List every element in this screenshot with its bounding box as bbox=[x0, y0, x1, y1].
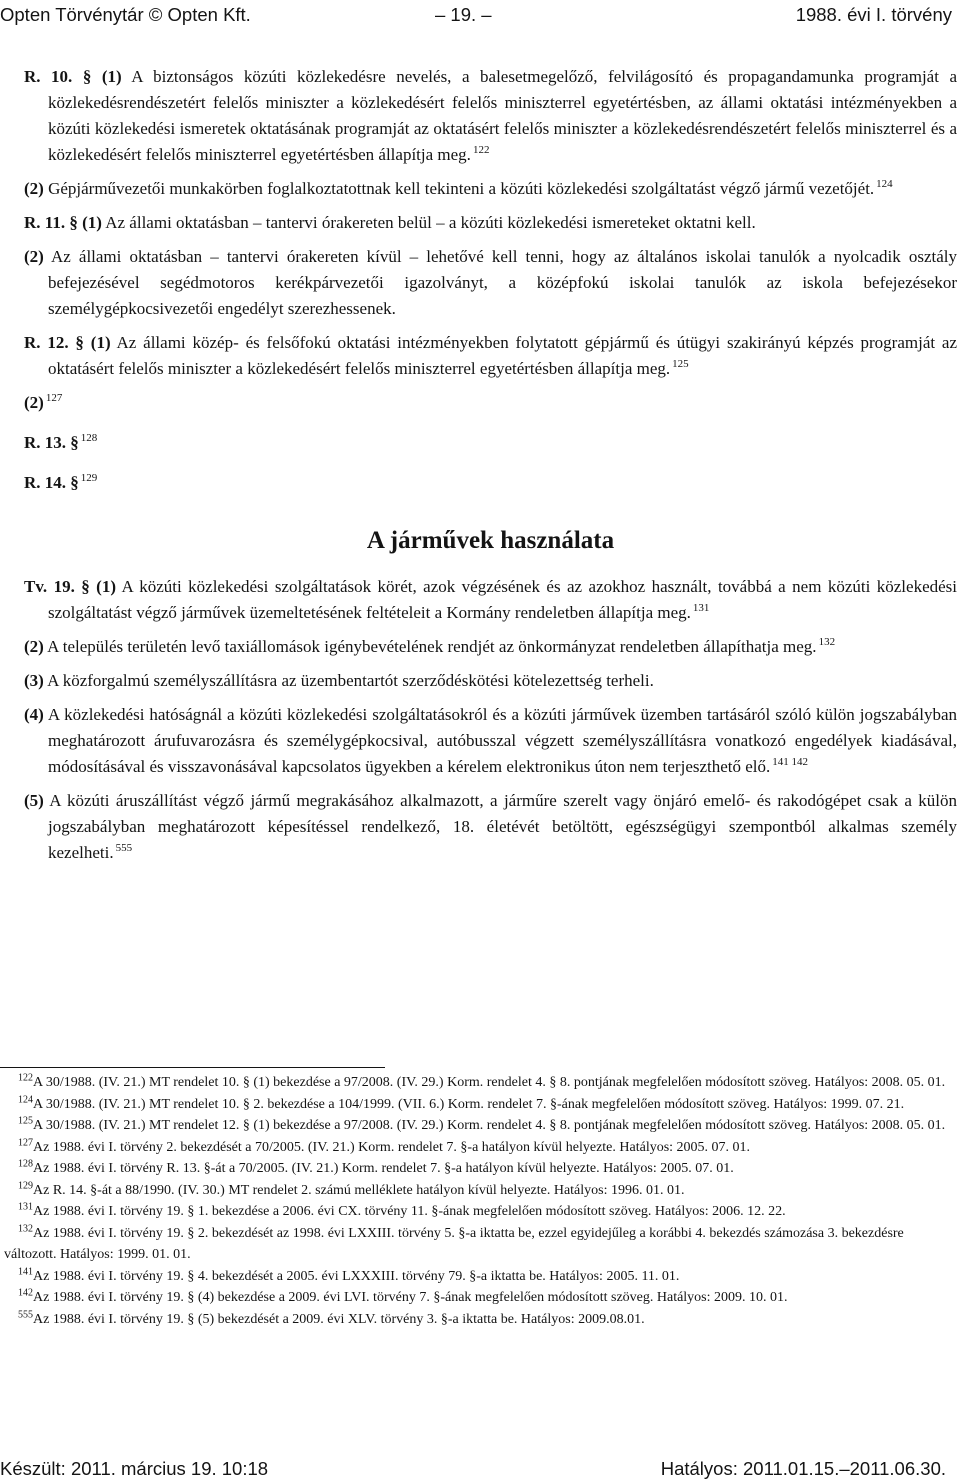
footnote-number: 129 bbox=[18, 1179, 33, 1191]
paragraph-text: A közúti közlekedési szolgáltatások körét, azok végzésének és az azokhoz használt, továbbá a nem közúti közlekedési szolgáltatást végző járművek üzemeltetésének feltételeit a Kormány rendeletben állapítja meg. bbox=[48, 577, 957, 622]
footnote-text: Az 1988. évi I. törvény 19. § 4. bekezdését a 2005. évi LXXXIII. törvény 79. §-a iktatta be. Hatályos: 2005. 11. 01. bbox=[33, 1268, 680, 1284]
footnote-divider bbox=[0, 1067, 385, 1068]
footnote-ref[interactable]: 122 bbox=[472, 144, 490, 157]
footnote-number: 131 bbox=[18, 1201, 33, 1213]
footnote-ref[interactable]: 555 bbox=[115, 842, 133, 855]
section-label: R. 11. § bbox=[24, 213, 78, 232]
footnote bbox=[4, 1137, 957, 1159]
paragraph-tv19-3 bbox=[24, 668, 957, 694]
paragraph-tv19-1 bbox=[24, 574, 957, 626]
footnote-number: 128 bbox=[18, 1158, 33, 1170]
paragraph-r10-2 bbox=[24, 176, 957, 202]
footnote-text: A 30/1988. (IV. 21.) MT rendelet 12. § (1) bekezdése a 97/2008. (IV. 29.) Korm. rendelet 4. § 8. pontjának megfelelően módosított szöveg. Hatályos: 2008. 05. 01. bbox=[33, 1118, 946, 1133]
paragraph-number: (3) bbox=[24, 671, 44, 690]
footnote bbox=[4, 1201, 957, 1223]
section-label: R. 14. § bbox=[24, 473, 79, 492]
footnote bbox=[4, 1309, 957, 1331]
paragraph-number: (1) bbox=[90, 333, 111, 352]
paragraph-number: (1) bbox=[101, 67, 122, 86]
page-header bbox=[0, 0, 960, 30]
section-label: R. 13. § bbox=[24, 433, 79, 452]
paragraph-text: A közforgalmú személyszállításra az üzembentartót szerződéskötési kötelezettség terheli. bbox=[47, 671, 654, 690]
paragraph-text: Az állami oktatásban – tantervi órakereten belül – a közúti közlekedési ismereteket oktatni kell. bbox=[105, 213, 756, 232]
paragraph-number: (2) bbox=[24, 247, 44, 266]
footnote bbox=[4, 1115, 957, 1137]
header-page-number: – 19. – bbox=[435, 4, 492, 25]
section-heading: A járművek használata bbox=[366, 527, 615, 554]
footnote-ref[interactable]: 128 bbox=[80, 432, 98, 445]
footnote-number: 124 bbox=[18, 1093, 33, 1105]
paragraph-r11-2 bbox=[24, 244, 957, 322]
footnote bbox=[4, 1180, 957, 1202]
paragraph-tv19-2 bbox=[24, 634, 957, 660]
footnote-ref[interactable]: 129 bbox=[80, 472, 98, 485]
footnote-text: Az 1988. évi I. törvény 19. § 1. bekezdése a 2006. évi CX. törvény 11. §-ának megfelelően módosított szöveg. Hatályos: 2006. 12. 22. bbox=[33, 1204, 786, 1219]
paragraph-text: Az állami közép- és felsőfokú oktatási intézményekben folytatott gépjármű és útügyi szakirányú képzés programját az oktatásért felelős miniszter a közlekedésért felelős miniszterrel egyetértésben állapítja meg. bbox=[48, 333, 958, 378]
footnotes-area bbox=[4, 1072, 957, 1330]
header-document-title: 1988. évi I. törvény bbox=[795, 4, 952, 25]
footnote-number: 127 bbox=[18, 1136, 33, 1148]
paragraph-tv19-4 bbox=[24, 702, 957, 780]
paragraph-number: (2) bbox=[24, 637, 44, 656]
paragraph-r10-1 bbox=[24, 64, 957, 168]
footnote-text: A 30/1988. (IV. 21.) MT rendelet 10. § 2. bekezdése a 104/1999. (VII. 6.) Korm. rendelet 7. §-ának megfelelően módosított szöveg. Hatályos: 1999. 07. 21. bbox=[33, 1096, 905, 1112]
footnote-text: Az R. 14. §-át a 88/1990. (IV. 30.) MT rendelet 2. számú melléklete hatályon kívül helyezte. Hatályos: 1996. 01. 01. bbox=[33, 1182, 685, 1198]
paragraph-r11-1 bbox=[24, 210, 957, 236]
footnote-ref[interactable]: 141 142 bbox=[772, 756, 809, 769]
paragraph-text: A település területén levő taxiállomások igénybevételének rendjét az önkormányzat rendeletben állapíthatja meg. bbox=[47, 637, 817, 656]
footnote-number: 142 bbox=[18, 1287, 33, 1299]
paragraph-text: A közúti áruszállítást végző jármű megrakásához alkalmazott, a járműre szerelt vagy önjáró emelő- és rakodógépet csak a külön jogszabályban meghatározott képesítéssel rendelkező, 18. életévét betöltött, egészségügyi szempontból alkalmas személy kezelheti. bbox=[48, 791, 957, 862]
paragraph-number: (2) bbox=[24, 179, 44, 198]
paragraph-text: A közlekedési hatóságnál a közúti közlekedési szolgáltatásokról és a közúti járművek üzemben tartásáról szóló külön jogszabályban meghatározott árufuvarozásra és személygépkocsival, autóbusszal végzett személyszállításra vonatkozó engedélyek kiadásával, módosításával és visszavonásával kapcsolatos ügyekben a kérelem elektronikus úton nem terjeszthető elő. bbox=[47, 705, 957, 776]
page-footer bbox=[0, 1454, 960, 1484]
paragraph-text: A biztonságos közúti közlekedésre nevelés, a balesetmegelőző, felvilágosító és propagandamunka programját a közlekedésrendészetért felelős miniszter a közlekedésért felelős miniszterrel egyetértésben, az állami oktatási intézményekben a közúti közlekedési ismeretek oktatásának programját az oktatásért felelős miniszter a közlekedésrendészetért felelős miniszterrel és a közlekedésért felelős miniszterrel egyetértésben állapítja meg. bbox=[48, 67, 958, 164]
paragraph-r12-2 bbox=[24, 390, 957, 416]
footer-validity-period: Hatályos: 2011.01.15.–2011.06.30. bbox=[660, 1458, 946, 1479]
footnote-text: Az 1988. évi I. törvény 19. § (5) bekezdését a 2009. évi XLV. törvény 3. §-a iktatta be. Hatályos: 2009.08.01. bbox=[33, 1311, 645, 1327]
document-body bbox=[24, 64, 957, 874]
footnote-text: A 30/1988. (IV. 21.) MT rendelet 10. § (1) bekezdése a 97/2008. (IV. 29.) Korm. rendelet 4. § 8. pontjának megfelelően módosított szöveg. Hatályos: 2008. 05. 01. bbox=[33, 1075, 946, 1090]
paragraph-text: Az állami oktatásban – tantervi órakereten kívül – lehetővé kell tenni, hogy az általános iskolai tanulók a nyolcadik osztály befejezésével segédmotoros kerékpárvezetői igazolványt, a középfokú iskolai tanulók az iskola befejezésekor személygépkocsivezetői engedélyt szerezhessenek. bbox=[48, 247, 958, 318]
footnote bbox=[4, 1287, 957, 1309]
footnote-number: 122 bbox=[18, 1072, 33, 1084]
footnote bbox=[4, 1266, 957, 1288]
paragraph-number: (4) bbox=[24, 705, 44, 724]
footnote-ref[interactable]: 124 bbox=[876, 178, 893, 191]
footnote-ref[interactable]: 127 bbox=[45, 392, 63, 405]
paragraph-number: (1) bbox=[96, 577, 116, 596]
paragraph-number: (1) bbox=[82, 213, 102, 232]
footnote-text: Az 1988. évi I. törvény 19. § (4) bekezdése a 2009. évi LVI. törvény 7. §-ának megfelelően módosított szöveg. Hatályos: 2009. 10. 01. bbox=[33, 1290, 788, 1305]
footnote-number: 141 bbox=[18, 1265, 33, 1277]
section-label: R. 12. § bbox=[24, 333, 84, 352]
paragraph-r13 bbox=[24, 430, 957, 456]
footnote-text: Az 1988. évi I. törvény 19. § 2. bekezdését az 1998. évi LXXIII. törvény 5. §-a iktatta be, ezzel egyidejűleg a korábbi 4. bekezdés számozása 3. bekezdésre változott. Hatályos: 1999. 01. 01. bbox=[4, 1225, 904, 1262]
footnote-ref[interactable]: 132 bbox=[818, 636, 836, 649]
footnote bbox=[4, 1223, 957, 1266]
paragraph-number: (5) bbox=[24, 791, 44, 810]
paragraph-number: (2) bbox=[24, 393, 44, 412]
footnote-number: 125 bbox=[18, 1115, 33, 1127]
footnote-text: Az 1988. évi I. törvény R. 13. §-át a 70/2005. (IV. 21.) Korm. rendelet 7. §-a hatályon kívül helyezte. Hatályos: 2005. 07. 01. bbox=[33, 1161, 734, 1176]
paragraph-text: Gépjárművezetői munkakörben foglalkoztatottnak kell tekinteni a közúti közlekedési szolgáltatást végző jármű vezetőjét. bbox=[48, 179, 875, 198]
footnote-number: 132 bbox=[18, 1222, 33, 1234]
footnote bbox=[4, 1094, 957, 1116]
footnote-number: 555 bbox=[18, 1308, 33, 1320]
paragraph-tv19-5 bbox=[24, 788, 957, 866]
header-publisher: Opten Törvénytár © Opten Kft. bbox=[0, 4, 251, 25]
footnote-ref[interactable]: 131 bbox=[692, 602, 710, 615]
paragraph-r12-1 bbox=[24, 330, 957, 382]
footnote-text: Az 1988. évi I. törvény 2. bekezdését a 70/2005. (IV. 21.) Korm. rendelet 7. §-a hatályon kívül helyezte. Hatályos: 2005. 07. 01. bbox=[33, 1139, 751, 1155]
section-label: Tv. 19. § bbox=[24, 577, 90, 596]
footnote-ref[interactable]: 125 bbox=[672, 358, 689, 371]
section-label: R. 10. § bbox=[24, 67, 92, 86]
paragraph-r14 bbox=[24, 470, 957, 496]
footer-created-date: Készült: 2011. március 19. 10:18 bbox=[0, 1458, 269, 1479]
footnote bbox=[4, 1072, 957, 1094]
footnote bbox=[4, 1158, 957, 1180]
